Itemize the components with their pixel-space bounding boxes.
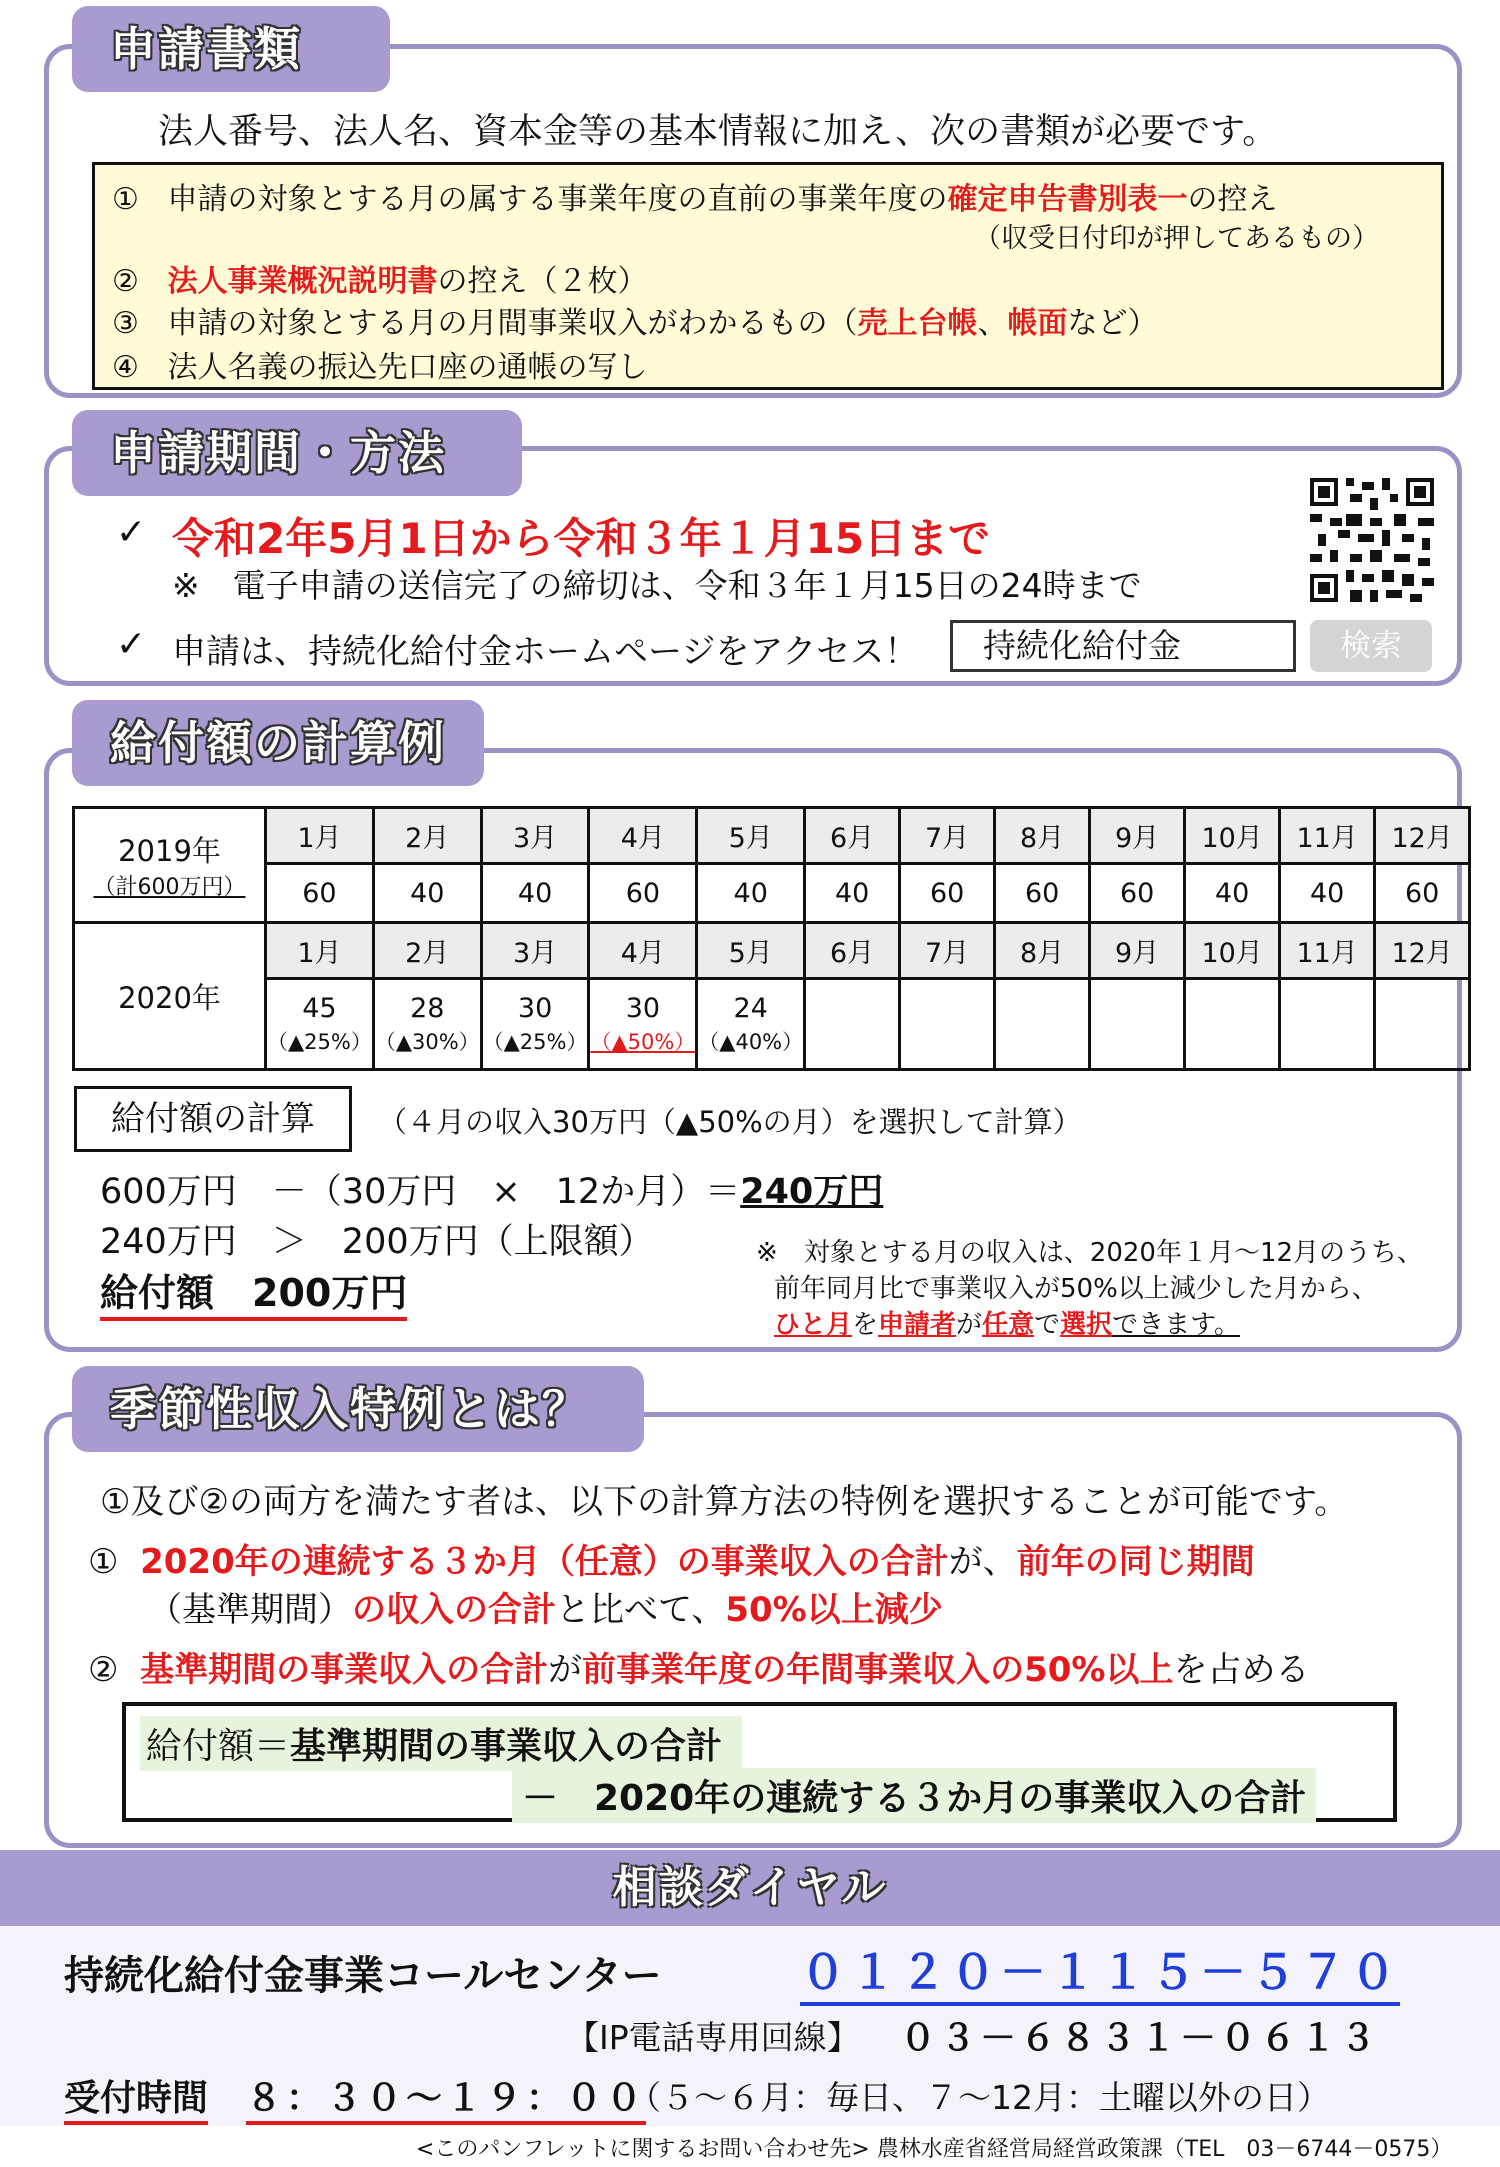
month-header: 11月 (1280, 923, 1375, 979)
month-header: 9月 (1090, 808, 1185, 864)
calc-label: 給付額の計算 (74, 1086, 352, 1152)
value-2019: 40 (1185, 864, 1280, 923)
deadline-note: ※ 電子申請の送信完了の締切は、令和３年１月15日の24時まで (172, 566, 1142, 605)
result-amount: 給付額 200万円 (100, 1262, 407, 1321)
month-header: 12月 (1375, 923, 1470, 979)
month-header: 3月 (481, 808, 589, 864)
search-input[interactable]: 持続化給付金 (950, 620, 1296, 672)
value-2019: 60 (1090, 864, 1185, 923)
month-header: 5月 (697, 808, 805, 864)
value-2019: 60 (266, 864, 374, 923)
month-header: 2月 (373, 923, 481, 979)
doc-item-1: ① 申請の対象とする月の属する事業年度の直前の事業年度の確定申告書別表一の控え (112, 182, 1278, 217)
call-center-name: 持続化給付金事業コールセンター (64, 1953, 662, 1999)
month-header: 1月 (266, 923, 374, 979)
month-header: 7月 (900, 808, 995, 864)
value-2019: 60 (589, 864, 697, 923)
month-header: 8月 (995, 808, 1090, 864)
hours-value: ８：３０～１９：００ (246, 2070, 646, 2125)
calc-line-1: 600万円 －（30万円 × 12か月）＝240万円 (100, 1172, 884, 1212)
income-table (72, 806, 1471, 1071)
value-2020 (1280, 979, 1375, 1070)
calc-line-2: 240万円 ＞ 200万円（上限額） (100, 1222, 654, 1262)
value-2019: 40 (373, 864, 481, 923)
qr-code-icon (1310, 478, 1434, 602)
section-tab-calc: 給付額の計算例 (72, 700, 484, 786)
hours-label: 受付時間 (64, 2070, 208, 2125)
month-header: 4月 (589, 923, 697, 979)
formula-line-2: － 2020年の連続する３か月の事業収入の合計 (512, 1768, 1316, 1823)
month-header: 2月 (373, 808, 481, 864)
doc-item-1-note: （収受日付印が押してあるもの） (974, 223, 1379, 254)
value-2020: 24 （▲40%） (697, 979, 805, 1070)
consult-title: 相談ダイヤル (612, 1862, 888, 1913)
value-2019: 40 (481, 864, 589, 923)
doc-item-2: ② 法人事業概況説明書の控え（２枚） (112, 264, 648, 299)
month-header: 7月 (900, 923, 995, 979)
search-button[interactable]: 検索 (1310, 620, 1432, 672)
month-header: 8月 (995, 923, 1090, 979)
condition-1: ① 2020年の連続する３か月（任意）の事業収入の合計が、前年の同じ期間 (88, 1542, 1255, 1582)
doc-item-4: ④ 法人名義の振込先口座の通帳の写し (112, 350, 648, 385)
value-2019: 40 (1280, 864, 1375, 923)
month-header: 10月 (1185, 808, 1280, 864)
access-text: 申請は、持続化給付金ホームページをアクセス！ (172, 632, 919, 672)
month-header: 9月 (1090, 923, 1185, 979)
ip-phone-label: 【IP電話専用回線】 (566, 2018, 860, 2057)
call-center-phone[interactable]: ０１２０－１１５－５７０ (800, 1936, 1400, 2006)
check-icon: ✓ (116, 512, 147, 553)
value-2020: 28 （▲30%） (373, 979, 481, 1070)
value-2020 (1375, 979, 1470, 1070)
value-2020 (900, 979, 995, 1070)
section-tab-seasonal: 季節性収入特例とは？ (72, 1366, 644, 1452)
month-header: 4月 (589, 808, 697, 864)
year-2019-cell: 2019年 （計600万円） (74, 808, 266, 923)
year-2020-cell: 2020年 (74, 923, 266, 1070)
value-2019: 40 (697, 864, 805, 923)
value-2020 (1185, 979, 1280, 1070)
value-2020 (805, 979, 900, 1070)
doc-item-3: ③ 申請の対象とする月の月間事業収入がわかるもの（売上台帳、帳面など） (112, 306, 1158, 341)
value-2019: 60 (1375, 864, 1470, 923)
value-2019: 60 (900, 864, 995, 923)
value-2020 (995, 979, 1090, 1070)
value-2020-selected: 30 （▲50%） (589, 979, 697, 1070)
condition-1-cont: （基準期間）の収入の合計と比べて、50%以上減少 (148, 1590, 943, 1630)
calc-footnote-1: ※ 対象とする月の収入は、2020年１月～12月のうち、 (756, 1238, 1424, 1268)
month-header: 6月 (805, 923, 900, 979)
documents-intro: 法人番号、法人名、資本金等の基本情報に加え、次の書類が必要です。 (158, 112, 1278, 152)
section-tab-period: 申請期間・方法 (72, 410, 522, 496)
value-2019: 60 (995, 864, 1090, 923)
value-2020: 45 （▲25%） (266, 979, 374, 1070)
application-period: 令和2年5月1日から令和３年１月15日まで (172, 514, 991, 563)
section-tab-documents: 申請書類 (72, 6, 390, 92)
formula-line-1: 給付額＝基準期間の事業収入の合計 (140, 1716, 742, 1771)
month-header: 3月 (481, 923, 589, 979)
month-header: 1月 (266, 808, 374, 864)
month-header: 10月 (1185, 923, 1280, 979)
check-icon: ✓ (116, 624, 147, 665)
month-header: 6月 (805, 808, 900, 864)
calc-footnote-3: ひと月を申請者が任意で選択できます。 (774, 1310, 1241, 1340)
month-header: 5月 (697, 923, 805, 979)
calc-footnote-2: 前年同月比で事業収入が50%以上減少した月から、 (774, 1274, 1378, 1304)
month-header: 12月 (1375, 808, 1470, 864)
hours-note: （５～６月：毎日、７～12月：土曜以外の日） (628, 2078, 1330, 2117)
calc-note: （４月の収入30万円（▲50%の月）を選択して計算） (378, 1105, 1082, 1139)
value-2020: 30 （▲25%） (481, 979, 589, 1070)
seasonal-intro: ①及び②の両方を満たす者は、以下の計算方法の特例を選択することが可能です。 (100, 1482, 1349, 1522)
condition-2: ② 基準期間の事業収入の合計が前事業年度の年間事業収入の50%以上を占める (88, 1650, 1310, 1690)
month-header: 11月 (1280, 808, 1375, 864)
ip-phone-number[interactable]: ０３－６８３１－０６１３ (900, 2018, 1381, 2059)
value-2019: 40 (805, 864, 900, 923)
contact-info: <このパンフレットに関するお問い合わせ先> 農林水産省経営局経営政策課（TEL 03－6744－0575） (416, 2137, 1453, 2162)
value-2020 (1090, 979, 1185, 1070)
